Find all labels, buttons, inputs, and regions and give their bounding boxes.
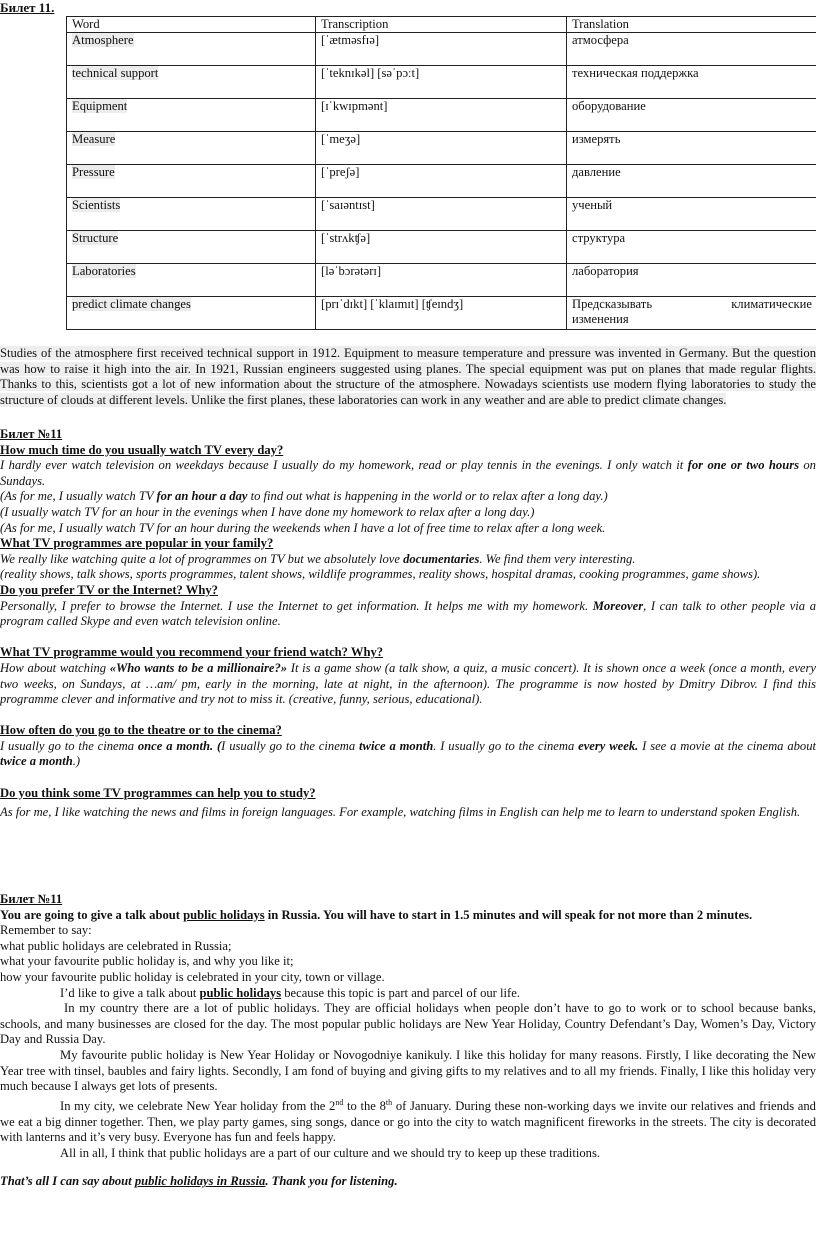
transcription-cell: [ˈmeʒə] <box>316 132 567 165</box>
answer-1-alt-2: (I usually watch TV for an hour in the evenings when I have done my homework to relax after a long day.) <box>0 504 535 519</box>
section-heading: Билет №11 <box>0 427 63 441</box>
header-word: Word <box>67 17 316 33</box>
translation-part: климатические <box>731 297 812 311</box>
transcription-cell: [prɪˈdɪkt] [ˈklaɪmɪt] [ʧeɪndʒ] <box>316 297 567 330</box>
translation-cell: измерять <box>567 132 816 165</box>
table-row <box>67 66 816 99</box>
table-row <box>67 198 816 231</box>
answer-2-alt: (reality shows, talk shows, sports programmes, talent shows, wildlife programmes, reality shows, hospital dramas, cooking programmes, game shows). <box>0 567 761 582</box>
word-cell: technical support <box>72 66 159 80</box>
reading-text <box>0 346 816 408</box>
task-description: You are going to give a talk about public holidays in Russia. You will have to start in 1.5 minutes and will speak for not more than 2 minutes. <box>0 907 753 922</box>
answer-2: We really like watching quite a lot of programmes on TV but we absolutely love documentaries. We find them very interesting. <box>0 551 636 566</box>
translation-part: Предсказывать <box>572 297 653 311</box>
translation-cell: техническая поддержка <box>567 66 816 99</box>
point-3: how your favourite public holiday is celebrated in your city, town or village. <box>0 969 385 984</box>
translation-cell: атмосфера <box>567 33 816 66</box>
vocabulary-table <box>66 16 816 330</box>
word-cell: Structure <box>72 231 119 245</box>
question-2: What TV programmes are popular in your family? <box>0 536 274 551</box>
word-cell: Scientists <box>72 198 121 212</box>
interview-section <box>0 427 816 823</box>
table-row <box>67 99 816 132</box>
answer-6: As for me, I like watching the news and films in foreign languages. For example, watching films in English can help me to learn to understand spoken English. <box>0 805 801 820</box>
answer-1-alt-3: (As for me, I usually watch TV for an hour during the weekends when I have a lot of free time to relax after a long week. <box>0 520 606 535</box>
point-1: what public holidays are celebrated in Russia; <box>0 938 232 953</box>
translation-cell: лаборатория <box>567 264 816 297</box>
answer-1-alt-1: (As for me, I usually watch TV for an hour a day to find out what is happening in the world or to relax after a long day.) <box>0 489 608 504</box>
translation-part: изменения <box>572 312 629 326</box>
talk-paragraph-3: My favourite public holiday is New Year Holiday or Novogodniye kanikuly. I like this holiday for many reasons. Firstly, I like decorating the New Year tree with tinsel, baubles and fairy lights. Secondly, I am fond of buying and giving gifts to my relatives and to all my friends. Finally, I like this holiday very much because I always get lots of presents. <box>0 1047 816 1094</box>
talk-paragraph-5: All in all, I think that public holidays are a part of our culture and we should try to keep up these traditions. <box>60 1145 601 1160</box>
closing-line: That’s all I can say about public holidays in Russia. Thank you for listening. <box>0 1174 398 1189</box>
word-cell: Laboratories <box>72 264 136 278</box>
translation-cell: давление <box>567 165 816 198</box>
section-heading: Билет №11 <box>0 892 63 906</box>
point-2: what your favourite public holiday is, and why you like it; <box>0 954 294 969</box>
word-cell: Atmosphere <box>72 33 134 47</box>
word-cell: Equipment <box>72 99 128 113</box>
question-5: How often do you go to the theatre or to the cinema? <box>0 723 282 738</box>
answer-1: I hardly ever watch television on weekdays because I usually do my homework, read or play tennis in the evenings. I only watch it for one or two hours on Sundays. <box>0 458 816 488</box>
table-row <box>67 264 816 297</box>
translation-cell: структура <box>567 231 816 264</box>
answer-5: I usually go to the cinema once a month. (I usually go to the cinema twice a month. I usually go to the cinema every week. I see a movie at the cinema about twice a month.) <box>0 738 816 769</box>
question-3: Do you prefer TV or the Internet? Why? <box>0 582 218 597</box>
word-cell: Pressure <box>72 165 115 179</box>
question-4: What TV programme would you recommend your friend watch? Why? <box>0 645 384 660</box>
translation-cell: оборудование <box>567 99 816 132</box>
header-translation: Translation <box>567 17 816 33</box>
transcription-cell: [ˈpreʃə] <box>316 165 567 198</box>
header-transcription: Transcription <box>316 17 567 33</box>
translation-cell: ученый <box>567 198 816 231</box>
answer-4: How about watching «Who wants to be a millionaire?» It is a game show (a talk show, a quiz, a music concert). It is shown once a week (once a month, every two weeks, on Sundays, at …am/ pm, early in the morning, late at night, in the afternoon). The programme is now hosted by Dmitry Dibrov. I find this programme clever and informative and try not to miss it. (creative, funny, serious, educational). <box>0 660 816 707</box>
transcription-cell: [ˈstrʌkʧə] <box>316 231 567 264</box>
talk-paragraph-1: I’d like to give a talk about public holidays because this topic is part and parcel of our life. <box>60 985 520 1000</box>
table-row <box>67 132 816 165</box>
transcription-cell: [ləˈbɔrətərɪ] <box>316 264 567 297</box>
question-1: How much time do you usually watch TV every day? <box>0 442 284 457</box>
talk-paragraph-2: In my country there are a lot of public holidays. They are official holidays when people don’t have to go to work or to school because banks, schools, and many businesses are closed for the day. The most popular public holidays are New Year Holiday, Country Defendant’s Day, Women’s Day, Victory Day and Russia Day. <box>0 1001 816 1047</box>
word-cell: predict climate changes <box>72 297 191 311</box>
table-row <box>67 297 816 330</box>
remember-label: Remember to say: <box>0 923 92 938</box>
table-row <box>67 231 816 264</box>
transcription-cell: [ˈteknɪkəl] [səˈpɔːt] <box>316 66 567 99</box>
transcription-cell: [ˈætməsfɪə] <box>316 33 567 66</box>
answer-3: Personally, I prefer to browse the Internet. I use the Internet to get information. It helps me with my homework. Moreover, I can talk to other people via a program called Skype and even watch television online. <box>0 598 816 629</box>
translation-cell <box>567 297 816 330</box>
transcription-cell: [ˈsaɪəntɪst] <box>316 198 567 231</box>
talk-paragraph-4: In my city, we celebrate New Year holiday from the 2nd to the 8th of January. During these non-working days we invite our relatives and friends and we eat a big dinner together. Then, we play party games, sing songs, dance or go into the city to watch magnificent fireworks in the streets. The city is decorated with lanterns and it’s very busy. Everyone has fun and feels happy. <box>0 1097 816 1145</box>
table-row <box>67 33 816 66</box>
ticket-title: Билет 11. <box>0 0 55 15</box>
table-row <box>67 165 816 198</box>
reading-paragraph: Studies of the atmosphere first received technical support in 1912. Equipment to measure temperature and pressure was invented in Germany. But the question was how to raise it high into the air. In 1921, Russian engineers suggested using planes. The special equipment was put on planes that made regular flights. Thanks to this, scientists got a lot of new information about the structure of the atmosphere. Nowadays scientists use modern flying laboratories to study the structure of clouds at different levels. Unlike the first planes, these laboratories can work in any weather and are able to predict climate changes. <box>0 346 816 407</box>
question-6: Do you think some TV programmes can help you to study? <box>0 785 316 800</box>
word-cell: Measure <box>72 132 116 146</box>
table-header-row <box>67 17 816 33</box>
talk-section <box>0 892 816 1190</box>
transcription-cell: [ɪˈkwɪpmənt] <box>316 99 567 132</box>
